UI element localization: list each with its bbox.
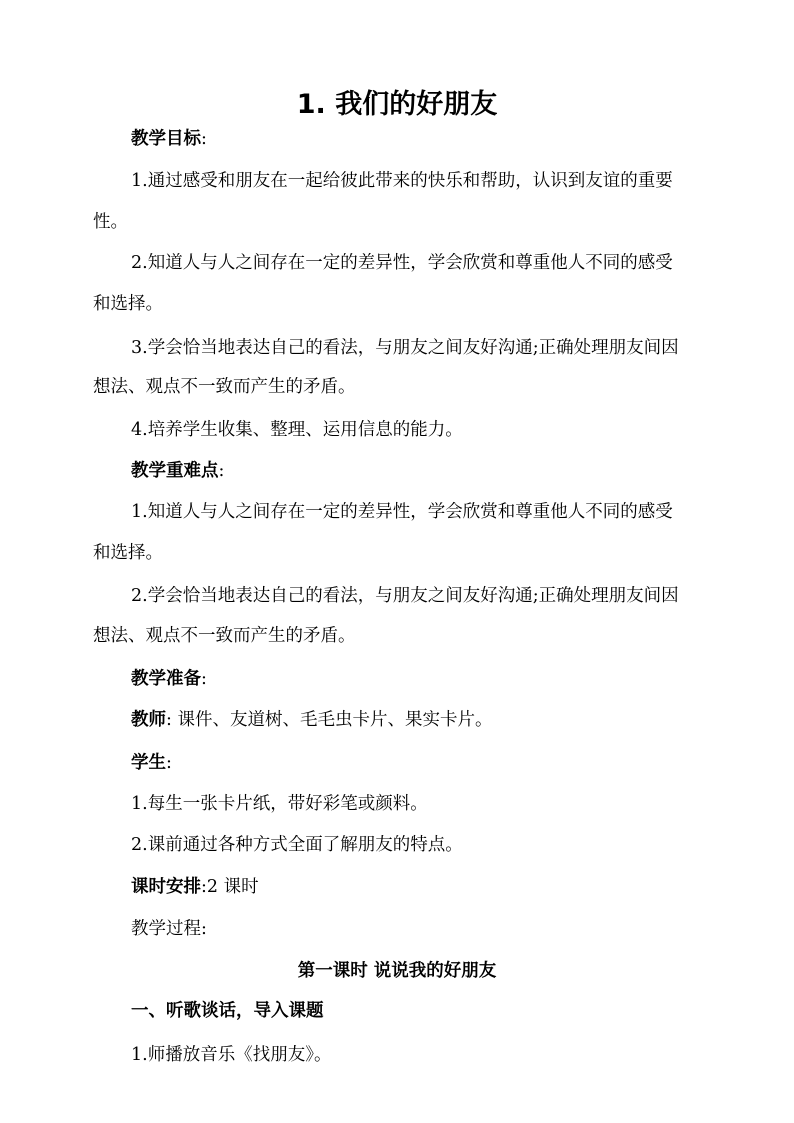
lesson-one-title: 第一课时 说说我的好朋友 — [297, 961, 497, 981]
process-heading: 教学过程: — [131, 919, 207, 939]
key-point-1-line-1: 1.知道人与人之间存在一定的差异性，学会欣赏和尊重他人不同的感受 — [131, 502, 673, 522]
student-item-2: 2.课前通过各种方式全面了解朋友的特点。 — [131, 835, 463, 855]
preparation-heading-line — [131, 666, 207, 692]
key-point-2-line-1: 2.学会恰当地表达自己的看法，与朋友之间友好沟通;正确处理朋友间因 — [131, 586, 679, 606]
student-heading-line — [131, 750, 172, 776]
objective-1-line-2: 性。 — [93, 212, 128, 232]
page-title: 1. 我们的好朋友 — [296, 89, 498, 120]
key-points-heading-line — [131, 458, 224, 484]
key-points-heading: 教学重难点 — [131, 461, 219, 481]
preparation-heading: 教学准备 — [131, 669, 201, 689]
schedule-line — [131, 874, 259, 900]
preparation-colon: : — [201, 669, 207, 689]
objective-3-line-2: 想法、观点不一致而产生的矛盾。 — [93, 377, 356, 397]
student-colon: : — [166, 753, 172, 773]
objective-1-line-1: 1.通过感受和朋友在一起给彼此带来的快乐和帮助，认识到友谊的重要 — [131, 171, 673, 191]
objectives-colon: : — [201, 129, 207, 149]
teacher-preparation-line — [131, 707, 492, 733]
key-points-colon: : — [218, 461, 225, 481]
objective-4: 4.培养学生收集、整理、运用信息的能力。 — [131, 420, 463, 440]
teacher-preparation-text: : 课件、友道树、毛毛虫卡片、果实卡片。 — [166, 710, 493, 730]
schedule-label: 课时安排 — [131, 877, 201, 897]
objective-2-line-2: 和选择。 — [93, 294, 163, 314]
schedule-value: :2 课时 — [201, 877, 259, 897]
key-point-1-line-2: 和选择。 — [93, 543, 163, 563]
section-1-title: 一、听歌谈话，导入课题 — [131, 1001, 324, 1021]
objective-3-line-1: 3.学会恰当地表达自己的看法，与朋友之间友好沟通;正确处理朋友间因 — [131, 338, 679, 358]
objectives-heading-line — [131, 126, 207, 152]
student-item-1: 1.每生一张卡片纸，带好彩笔或颜料。 — [131, 794, 428, 814]
section-1-item-1: 1.师播放音乐《找朋友》。 — [131, 1045, 332, 1065]
objective-2-line-1: 2.知道人与人之间存在一定的差异性，学会欣赏和尊重他人不同的感受 — [131, 253, 673, 273]
key-point-2-line-2: 想法、观点不一致而产生的矛盾。 — [93, 626, 356, 646]
teacher-label: 教师 — [131, 710, 166, 730]
student-label: 学生 — [131, 753, 166, 773]
objectives-heading: 教学目标 — [131, 129, 201, 149]
